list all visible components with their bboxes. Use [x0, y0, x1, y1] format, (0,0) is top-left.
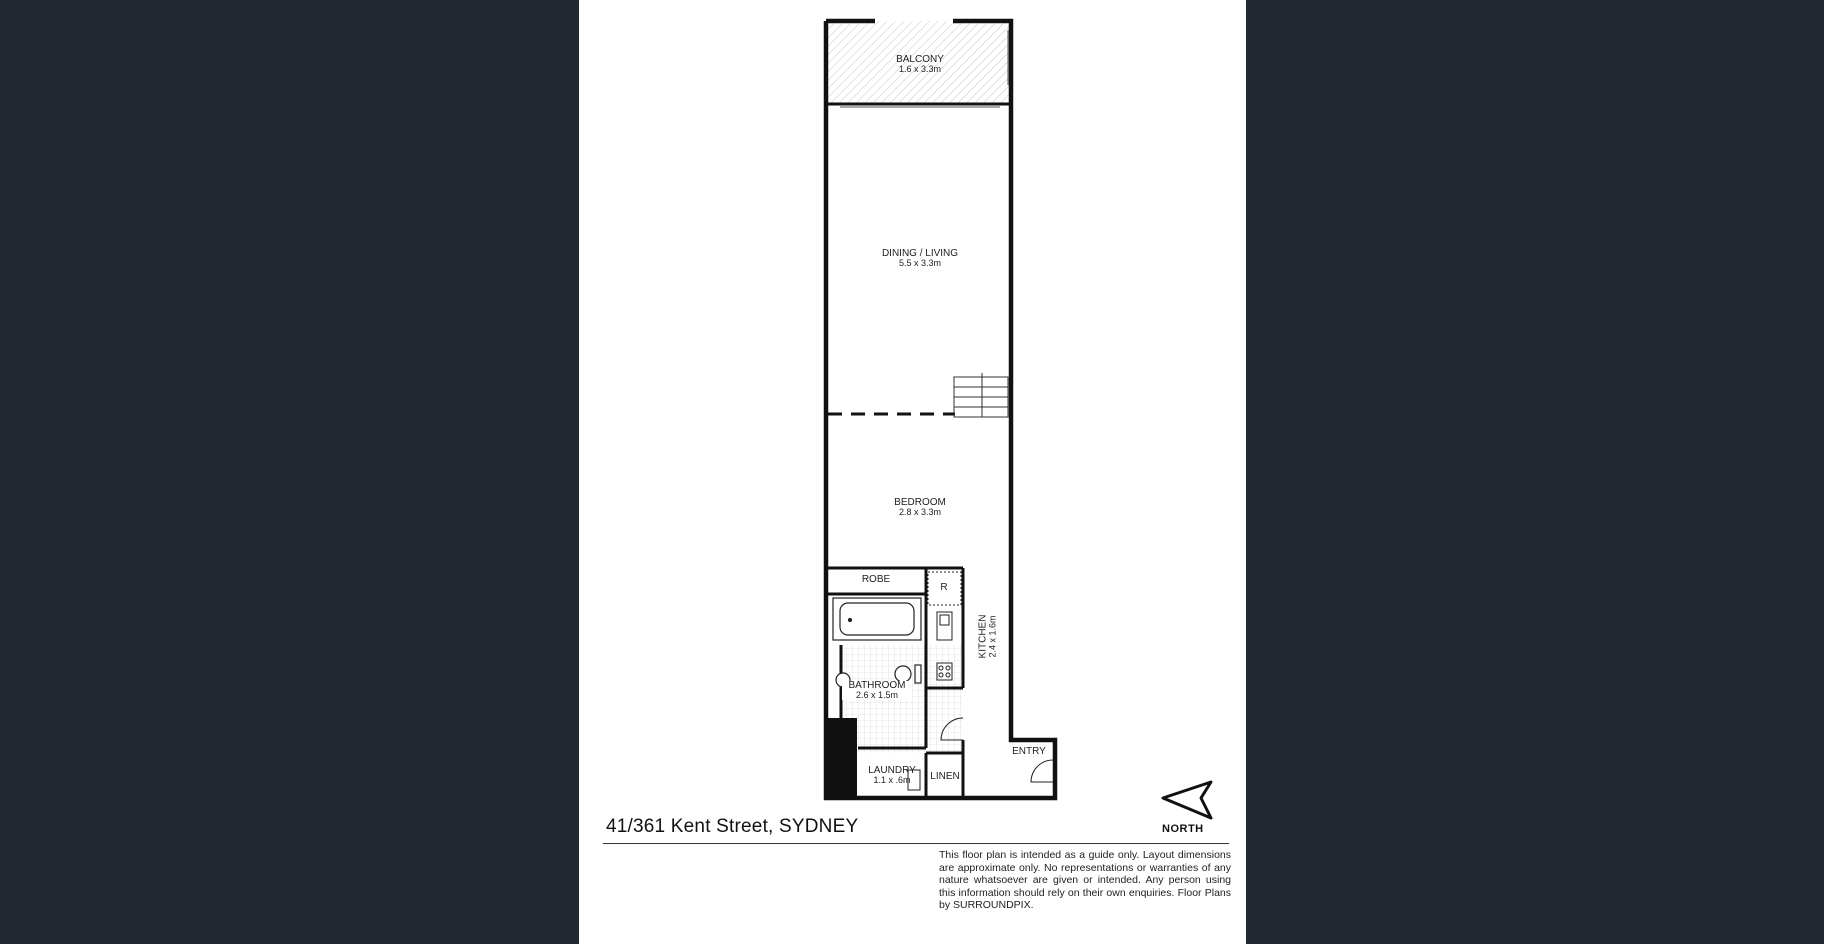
room-dimensions: 2.6 x 1.5m	[855, 690, 899, 700]
bedroom-label	[870, 498, 970, 517]
room-name: BALCONY	[896, 54, 944, 65]
property-address: 41/361 Kent Street, SYDNEY	[606, 816, 859, 837]
balcony-label	[870, 55, 970, 74]
room-name: KITCHEN	[977, 614, 989, 659]
room-dimensions: 5.5 x 3.3m	[898, 258, 942, 268]
service-duct	[826, 718, 857, 798]
room-dimensions: 2.8 x 3.3m	[898, 507, 942, 517]
room-dimensions: 2.4 x 1.6m	[987, 615, 998, 658]
room-name: DINING / LIVING	[881, 248, 959, 259]
dining-living-label	[860, 249, 980, 268]
entry-label: ENTRY	[1012, 746, 1046, 757]
kitchen-label	[979, 597, 998, 677]
divider-line	[603, 843, 1229, 844]
room-dimensions: 1.1 x .6m	[873, 775, 911, 785]
room-name: BEDROOM	[894, 497, 946, 508]
north-label: NORTH	[1162, 823, 1204, 835]
bathroom-label	[842, 681, 912, 700]
laundry-label	[862, 766, 922, 785]
stairs	[954, 373, 1008, 417]
disclaimer-text: This floor plan is intended as a guide only. Layout dimensions are approximate only. No representations or warranties of any nature whatsoever are given or intended. Any person using this information should rely on their own enquiries. Floor Plans by SURROUNDPIX.	[939, 849, 1231, 911]
room-name: LAUNDRY	[868, 765, 916, 776]
north-arrow-icon	[1163, 782, 1211, 818]
linen-label: LINEN	[930, 771, 960, 782]
robe-label: ROBE	[861, 574, 891, 585]
fridge-label: R	[940, 582, 948, 593]
room-name: BATHROOM	[848, 680, 906, 691]
room-dimensions: 1.6 x 3.3m	[898, 64, 942, 74]
bathtub	[833, 598, 921, 640]
